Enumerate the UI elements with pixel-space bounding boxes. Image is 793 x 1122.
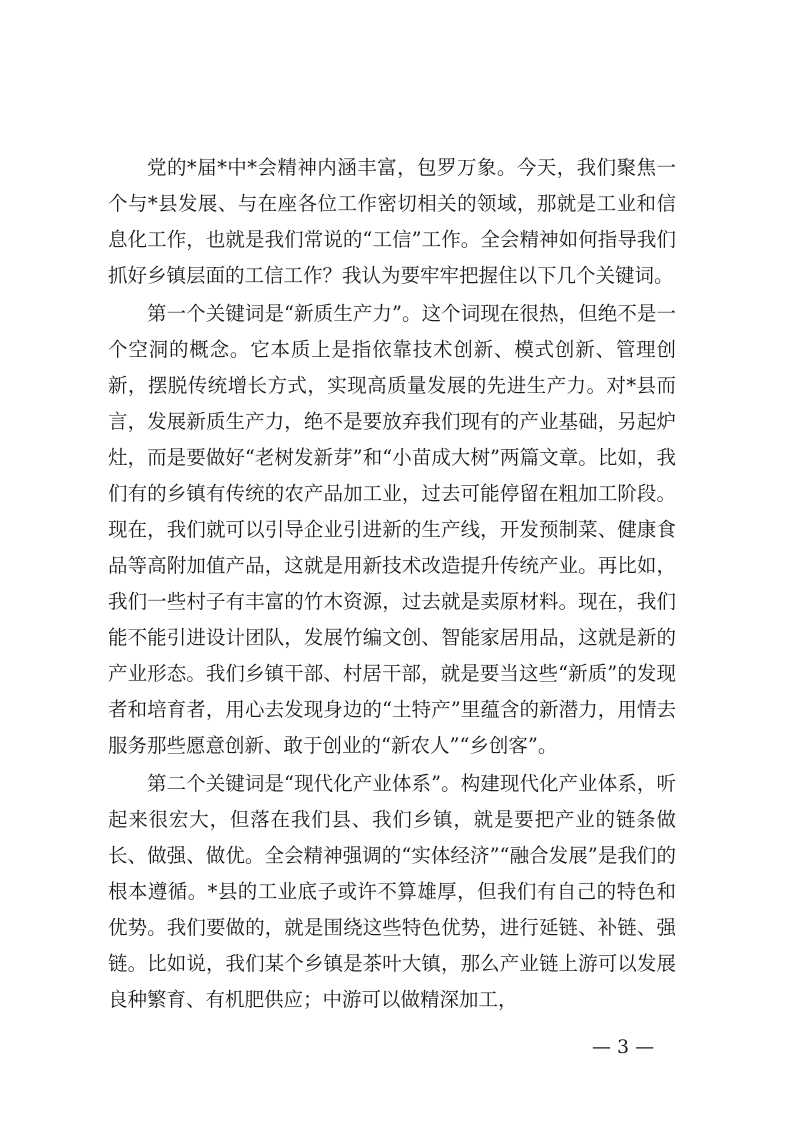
- page-number: — 3 —: [592, 1036, 655, 1058]
- paragraph-intro: 党的*届*中*会精神内涵丰富，包罗万象。今天，我们聚焦一个与*县发展、与在座各位工作密切相关的领域，那就是工业和信息化工作，也就是我们常说的“工信”工作。全会精神如何指导我们抓好乡镇层面的工信工作？我认为要牢牢把握住以下几个关键词。: [108, 156, 676, 287]
- paragraph-keyword-2: 第二个关键词是“现代化产业体系”。构建现代化产业体系，听起来很宏大，但落在我们县、我们乡镇，就是要把产业的链条做长、做强、做优。全会精神强调的“实体经济”“融合发展”是我们的根本遵循。*县的工业底子或许不算雄厚，但我们有自己的特色和优势。我们要做的，就是围绕这些特色优势，进行延链、补链、强链。比如说，我们某个乡镇是茶叶大镇，那么产业链上游可以发展良种繁育、有机肥供应；中游可以做精深加工，: [108, 772, 676, 1011]
- paragraph-keyword-1: 第一个关键词是“新质生产力”。这个词现在很热，但绝不是一个空洞的概念。它本质上是指依靠技术创新、模式创新、管理创新，摆脱传统增长方式，实现高质量发展的先进生产力。对*县而言，发展新质生产力，绝不是要放弃我们现有的产业基础，另起炉灶，而是要做好“老树发新芽”和“小苗成大树”两篇文章。比如，我们有的乡镇有传统的农产品加工业，过去可能停留在粗加工阶段。现在，我们就可以引导企业引进新的生产线，开发预制菜、健康食品等高附加值产品，这就是用新技术改造提升传统产业。再比如，我们一些村子有丰富的竹木资源，过去就是卖原材料。现在，我们能不能引进设计团队，发展竹编文创、智能家居用品，这就是新的产业形态。我们乡镇干部、村居干部，就是要当这些“新质”的发现者和培育者，用心去发现身边的“土特产”里蕴含的新潜力，用情去服务那些愿意创新、敢于创业的“新农人”“乡创客”。: [108, 302, 676, 757]
- body-text: [108, 150, 676, 1020]
